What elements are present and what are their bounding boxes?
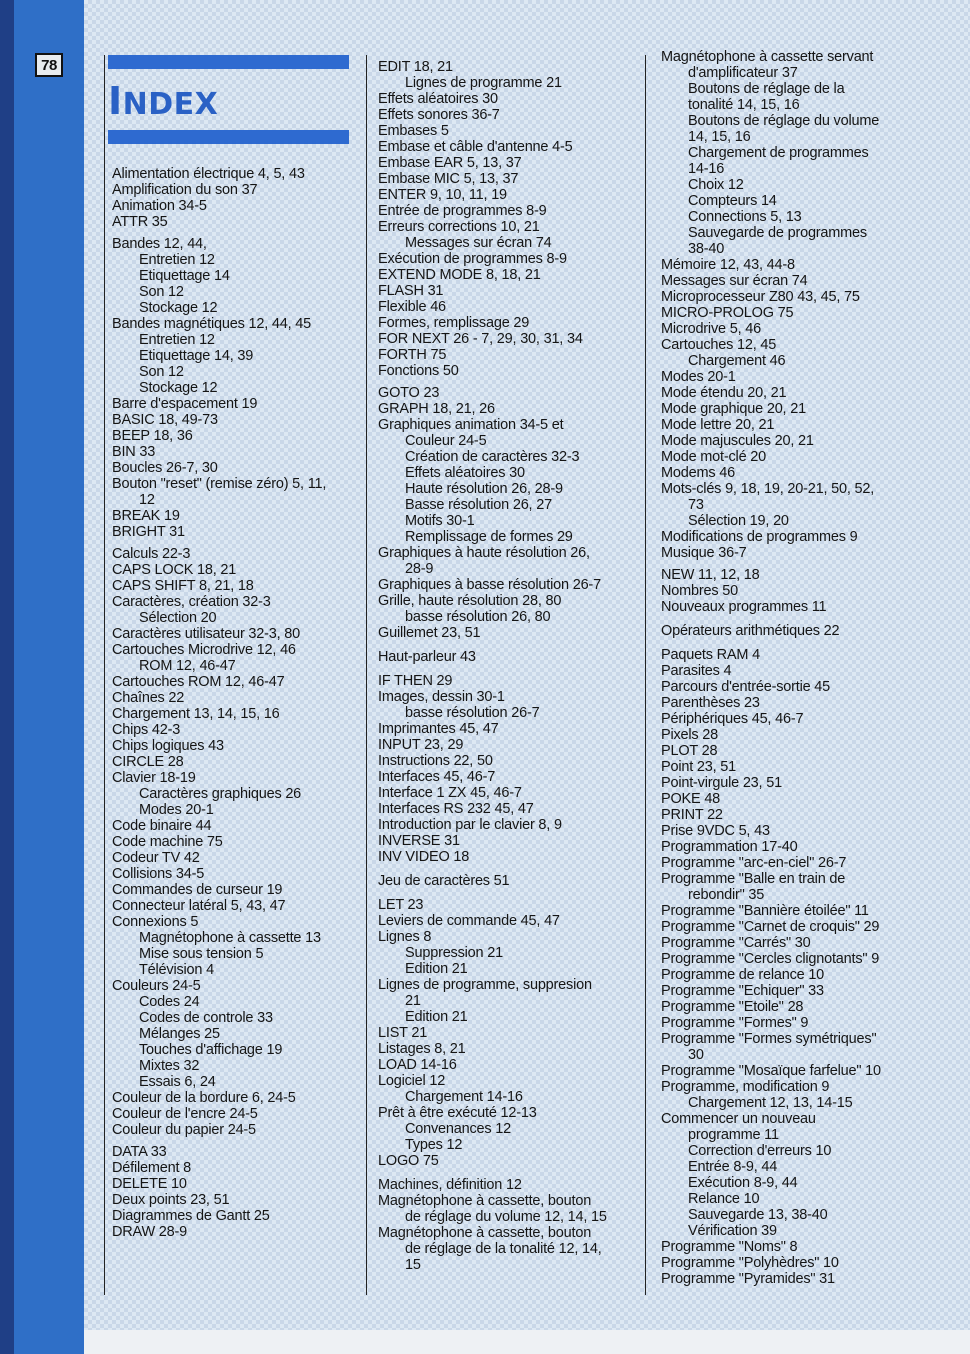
index-entry: ENTER 9, 10, 11, 19 [378, 187, 507, 203]
index-subentry: Etiquettage 14, 39 [139, 348, 254, 364]
index-entry: Calculs 22-3 [112, 546, 191, 562]
index-entry: LOGO 75 [378, 1153, 439, 1169]
index-entry-continuation: 28-9 [405, 561, 434, 577]
index-entry: Défilement 8 [112, 1160, 191, 1176]
index-entry: Modes 20-1 [661, 369, 736, 385]
index-entry: Code binaire 44 [112, 818, 212, 834]
index-entry: Amplification du son 37 [112, 182, 258, 198]
index-entry: DRAW 28-9 [112, 1224, 188, 1240]
index-subentry: Boutons de réglage du volume [688, 113, 880, 129]
index-subentry: 14, 15, 16 [688, 129, 751, 145]
index-subentry: Mixtes 32 [139, 1058, 200, 1074]
index-entry: EXTEND MODE 8, 18, 21 [378, 267, 541, 283]
title-rest: NDEX [122, 87, 219, 122]
index-subentry: Exécution 8-9, 44 [688, 1175, 798, 1191]
column-rule-2 [366, 55, 367, 1295]
index-subentry: Couleur 24-5 [405, 433, 487, 449]
index-column-1 [112, 166, 326, 1240]
index-entry: Programme de relance 10 [661, 967, 825, 983]
index-entry: Imprimantes 45, 47 [378, 721, 499, 737]
index-entry: Chargement 13, 14, 15, 16 [112, 706, 280, 722]
index-entry: INV VIDEO 18 [378, 849, 470, 865]
index-subentry: Touches d'affichage 19 [139, 1042, 283, 1058]
index-subentry: Convenances 12 [405, 1121, 512, 1137]
index-subentry: Sauvegarde de programmes [688, 225, 867, 241]
index-entry: Programme "Carrés" 30 [661, 935, 811, 951]
index-entry: Magnétophone à cassette, bouton [378, 1225, 592, 1241]
index-entry: Programme "Echiquer" 33 [661, 983, 824, 999]
column-rule-3 [645, 55, 646, 1295]
title-bar-top [108, 55, 349, 69]
index-entry: Interface 1 ZX 45, 46-7 [378, 785, 522, 801]
index-subentry: Son 12 [139, 284, 184, 300]
index-entry: Cartouches ROM 12, 46-47 [112, 674, 285, 690]
index-entry: Collisions 34-5 [112, 866, 205, 882]
index-entry: Graphiques à basse résolution 26-7 [378, 577, 601, 593]
index-entry: LIST 21 [378, 1025, 428, 1041]
index-entry: Commencer un nouveau [661, 1111, 816, 1127]
index-entry: Chips 42-3 [112, 722, 181, 738]
index-entry: DATA 33 [112, 1144, 167, 1160]
index-entry-continuation: de réglage de la tonalité 12, 14, [405, 1241, 602, 1257]
index-entry: CAPS LOCK 18, 21 [112, 562, 237, 578]
index-entry: Magnétophone à cassette, bouton [378, 1193, 592, 1209]
index-subentry: Création de caractères 32-3 [405, 449, 580, 465]
index-entry: MICRO-PROLOG 75 [661, 305, 794, 321]
page-number: 78 [35, 53, 63, 77]
index-entry: INPUT 23, 29 [378, 737, 464, 753]
index-subentry: Son 12 [139, 364, 184, 380]
index-entry: Couleur du papier 24-5 [112, 1122, 256, 1138]
column-rule-1 [104, 55, 105, 1295]
index-entry: IF THEN 29 [378, 673, 453, 689]
index-entry: Logiciel 12 [378, 1073, 446, 1089]
index-subentry: Connections 5, 13 [688, 209, 802, 225]
index-subentry: Sélection 19, 20 [688, 513, 789, 529]
book-spine [14, 0, 84, 1354]
index-subentry: Edition 21 [405, 1009, 468, 1025]
index-subentry: Entrée 8-9, 44 [688, 1159, 778, 1175]
index-subentry: Sauvegarde 13, 38-40 [688, 1207, 828, 1223]
index-entry: Leviers de commande 45, 47 [378, 913, 560, 929]
index-entry: Caractères, création 32-3 [112, 594, 271, 610]
index-entry: Nouveaux programmes 11 [661, 599, 827, 615]
index-entry: BEEP 18, 36 [112, 428, 193, 444]
index-entry: Effets aléatoires 30 [378, 91, 498, 107]
index-entry: Programmation 17-40 [661, 839, 798, 855]
index-subentry: Magnétophone à cassette 13 [139, 930, 321, 946]
index-entry: Guillemet 23, 51 [378, 625, 481, 641]
index-subentry: Haute résolution 26, 28-9 [405, 481, 563, 497]
index-entry: Programme "Formes symétriques" [661, 1031, 877, 1047]
index-entry: BRIGHT 31 [112, 524, 185, 540]
index-entry: Programme "Mosaïque farfelue" 10 [661, 1063, 881, 1079]
index-entry: Programme "Balle en train de [661, 871, 846, 887]
index-entry: Embase EAR 5, 13, 37 [378, 155, 522, 171]
index-entry: Parenthèses 23 [661, 695, 760, 711]
index-entry-continuation: de réglage du volume 12, 14, 15 [405, 1209, 607, 1225]
index-entry: Commandes de curseur 19 [112, 882, 283, 898]
index-entry: Mode majuscules 20, 21 [661, 433, 814, 449]
index-entry: FORTH 75 [378, 347, 447, 363]
index-subentry: Effets aléatoires 30 [405, 465, 525, 481]
index-entry: Programme "Etoile" 28 [661, 999, 804, 1015]
index-entry: Interfaces RS 232 45, 47 [378, 801, 534, 817]
title-initial: I [108, 79, 123, 123]
index-entry: INVERSE 31 [378, 833, 460, 849]
index-entry: Prêt à être exécuté 12-13 [378, 1105, 537, 1121]
index-entry: BIN 33 [112, 444, 156, 460]
index-entry: Programme, modification 9 [661, 1079, 830, 1095]
index-entry: NEW 11, 12, 18 [661, 567, 760, 583]
index-entry: Microdrive 5, 46 [661, 321, 761, 337]
index-entry: Pixels 28 [661, 727, 719, 743]
index-entry: BREAK 19 [112, 508, 180, 524]
index-entry: Opérateurs arithmétiques 22 [661, 623, 840, 639]
index-entry: Programme "Carnet de croquis" 29 [661, 919, 880, 935]
index-subentry: Mélanges 25 [139, 1026, 220, 1042]
index-entry: Listages 8, 21 [378, 1041, 466, 1057]
index-subentry: Correction d'erreurs 10 [688, 1143, 832, 1159]
index-entry: Parasites 4 [661, 663, 732, 679]
index-entry: Musique 36-7 [661, 545, 747, 561]
index-entry: Mémoire 12, 43, 44-8 [661, 257, 795, 273]
index-entry: Modifications de programmes 9 [661, 529, 858, 545]
index-entry: Formes, remplissage 29 [378, 315, 530, 331]
index-entry: Bandes magnétiques 12, 44, 45 [112, 316, 311, 332]
index-entry: Nombres 50 [661, 583, 738, 599]
index-entry: GOTO 23 [378, 385, 440, 401]
index-entry: Effets sonores 36-7 [378, 107, 500, 123]
index-entry: Connexions 5 [112, 914, 199, 930]
index-subentry: Codes de controle 33 [139, 1010, 273, 1026]
index-subentry: Edition 21 [405, 961, 468, 977]
index-entry: Codeur TV 42 [112, 850, 200, 866]
index-subentry: Entretien 12 [139, 332, 215, 348]
index-subentry: ROM 12, 46-47 [139, 658, 236, 674]
index-subentry: Mise sous tension 5 [139, 946, 264, 962]
page-bottom-margin [84, 1330, 970, 1354]
index-entry: Alimentation électrique 4, 5, 43 [112, 166, 305, 182]
index-subentry: Modes 20-1 [139, 802, 214, 818]
index-entry: Modems 46 [661, 465, 735, 481]
index-subentry: Compteurs 14 [688, 193, 777, 209]
index-entry: BASIC 18, 49-73 [112, 412, 218, 428]
book-spine-edge [0, 0, 14, 1354]
index-subentry: Chargement 46 [688, 353, 786, 369]
index-subentry: Caractères graphiques 26 [139, 786, 302, 802]
index-entry: Couleurs 24-5 [112, 978, 201, 994]
index-entry: Microprocesseur Z80 43, 45, 75 [661, 289, 860, 305]
index-subentry: Boutons de réglage de la [688, 81, 845, 97]
index-subentry: Codes 24 [139, 994, 200, 1010]
index-entry: Programme "Polyhèdres" 10 [661, 1255, 839, 1271]
index-entry: Diagrammes de Gantt 25 [112, 1208, 270, 1224]
index-entry-continuation: rebondir" 35 [688, 887, 765, 903]
index-subentry: Entretien 12 [139, 252, 215, 268]
index-subentry: Lignes de programme 21 [405, 75, 562, 91]
index-subentry: Chargement 12, 13, 14-15 [688, 1095, 853, 1111]
index-entry: Erreurs corrections 10, 21 [378, 219, 540, 235]
index-subentry: Remplissage de formes 29 [405, 529, 573, 545]
index-entry: Flexible 46 [378, 299, 446, 315]
index-entry: Mode étendu 20, 21 [661, 385, 787, 401]
index-entry-continuation: 15 [405, 1257, 421, 1273]
index-entry-continuation: d'amplificateur 37 [688, 65, 798, 81]
index-entry: Programme "arc-en-ciel" 26-7 [661, 855, 847, 871]
index-entry: Prise 9VDC 5, 43 [661, 823, 770, 839]
index-entry-continuation: 73 [688, 497, 704, 513]
index-subentry: Chargement 14-16 [405, 1089, 523, 1105]
index-subentry: Types 12 [405, 1137, 463, 1153]
index-entry: Entrée de programmes 8-9 [378, 203, 547, 219]
index-entry: Chips logiques 43 [112, 738, 224, 754]
index-entry: Programme "Noms" 8 [661, 1239, 798, 1255]
index-entry: Embase et câble d'antenne 4-5 [378, 139, 573, 155]
index-entry: Caractères utilisateur 32-3, 80 [112, 626, 301, 642]
index-entry: LOAD 14-16 [378, 1057, 457, 1073]
index-entry: EDIT 18, 21 [378, 59, 453, 75]
index-subentry: Motifs 30-1 [405, 513, 475, 529]
index-entry: Images, dessin 30-1 [378, 689, 505, 705]
index-entry: CIRCLE 28 [112, 754, 184, 770]
index-subentry: Essais 6, 24 [139, 1074, 216, 1090]
index-entry: Parcours d'entrée-sortie 45 [661, 679, 831, 695]
index-subentry: Vérification 39 [688, 1223, 777, 1239]
index-entry-continuation: 12 [139, 492, 155, 508]
index-entry: Connecteur latéral 5, 43, 47 [112, 898, 286, 914]
index-entry: Clavier 18-19 [112, 770, 196, 786]
index-entry: LET 23 [378, 897, 424, 913]
index-subentry: tonalité 14, 15, 16 [688, 97, 800, 113]
index-entry: FLASH 31 [378, 283, 444, 299]
index-entry: Graphiques animation 34-5 et [378, 417, 564, 433]
index-entry: Chaînes 22 [112, 690, 185, 706]
index-entry: Couleur de la bordure 6, 24-5 [112, 1090, 296, 1106]
index-subentry: Stockage 12 [139, 300, 218, 316]
index-entry-continuation: 30 [688, 1047, 704, 1063]
index-entry: Messages sur écran 74 [661, 273, 808, 289]
index-subentry: Chargement de programmes [688, 145, 869, 161]
index-entry: Cartouches 12, 45 [661, 337, 777, 353]
index-entry: Paquets RAM 4 [661, 647, 760, 663]
index-entry: Mode graphique 20, 21 [661, 401, 806, 417]
index-subentry: Suppression 21 [405, 945, 503, 961]
index-entry: Jeu de caractères 51 [378, 873, 510, 889]
index-entry: Boucles 26-7, 30 [112, 460, 218, 476]
index-subentry: Télévision 4 [139, 962, 214, 978]
index-subentry: Etiquettage 14 [139, 268, 230, 284]
index-entry: Fonctions 50 [378, 363, 459, 379]
index-entry: Interfaces 45, 46-7 [378, 769, 496, 785]
index-entry: DELETE 10 [112, 1176, 187, 1192]
index-entry-continuation: programme 11 [688, 1127, 779, 1143]
page-title [108, 76, 218, 130]
index-entry: FOR NEXT 26 - 7, 29, 30, 31, 34 [378, 331, 583, 347]
index-subentry: Basse résolution 26, 27 [405, 497, 552, 513]
index-column-3 [661, 49, 881, 1287]
index-subentry: basse résolution 26, 80 [405, 609, 551, 625]
index-column-2 [378, 59, 607, 1273]
index-entry: Programme "Pyramides" 31 [661, 1271, 835, 1287]
index-entry: GRAPH 18, 21, 26 [378, 401, 495, 417]
index-entry: Magnétophone à cassette servant [661, 49, 874, 65]
title-bar-bottom [108, 130, 349, 144]
index-entry: Haut-parleur 43 [378, 649, 476, 665]
index-entry: Périphériques 45, 46-7 [661, 711, 804, 727]
index-entry: Embase MIC 5, 13, 37 [378, 171, 519, 187]
index-entry: Embases 5 [378, 123, 449, 139]
index-entry: Deux points 23, 51 [112, 1192, 230, 1208]
index-subentry: 38-40 [688, 241, 725, 257]
index-subentry: 14-16 [688, 161, 725, 177]
index-subentry: Stockage 12 [139, 380, 218, 396]
index-subentry: Choix 12 [688, 177, 744, 193]
index-entry: Point 23, 51 [661, 759, 736, 775]
index-entry: Lignes 8 [378, 929, 432, 945]
index-entry: Couleur de l'encre 24-5 [112, 1106, 258, 1122]
index-entry: POKE 48 [661, 791, 721, 807]
index-entry: Animation 34-5 [112, 198, 207, 214]
index-entry: PRINT 22 [661, 807, 723, 823]
index-entry: Machines, définition 12 [378, 1177, 522, 1193]
index-entry: Barre d'espacement 19 [112, 396, 258, 412]
index-entry: CAPS SHIFT 8, 21, 18 [112, 578, 254, 594]
index-entry: Exécution de programmes 8-9 [378, 251, 567, 267]
index-entry: Mots-clés 9, 18, 19, 20-21, 50, 52, [661, 481, 875, 497]
index-entry: Instructions 22, 50 [378, 753, 493, 769]
index-entry: Bandes 12, 44, [112, 236, 207, 252]
index-entry: Mode mot-clé 20 [661, 449, 766, 465]
index-entry: Graphiques à haute résolution 26, [378, 545, 590, 561]
index-entry: Introduction par le clavier 8, 9 [378, 817, 562, 833]
index-entry: Cartouches Microdrive 12, 46 [112, 642, 296, 658]
index-subentry: Messages sur écran 74 [405, 235, 552, 251]
index-subentry: basse résolution 26-7 [405, 705, 540, 721]
index-entry: Point-virgule 23, 51 [661, 775, 782, 791]
index-entry: Mode lettre 20, 21 [661, 417, 775, 433]
index-entry: Code machine 75 [112, 834, 223, 850]
index-entry: Programme "Cercles clignotants" 9 [661, 951, 880, 967]
index-entry: Bouton "reset" (remise zéro) 5, 11, [112, 476, 327, 492]
index-entry: Lignes de programme, suppresion [378, 977, 592, 993]
index-subentry: Sélection 20 [139, 610, 217, 626]
index-subentry: Relance 10 [688, 1191, 760, 1207]
index-entry: ATTR 35 [112, 214, 168, 230]
index-entry: Grille, haute résolution 28, 80 [378, 593, 562, 609]
index-entry: PLOT 28 [661, 743, 718, 759]
index-entry: Programme "Formes" 9 [661, 1015, 809, 1031]
index-entry-continuation: 21 [405, 993, 421, 1009]
index-entry: Programme "Bannière étoilée" 11 [661, 903, 869, 919]
